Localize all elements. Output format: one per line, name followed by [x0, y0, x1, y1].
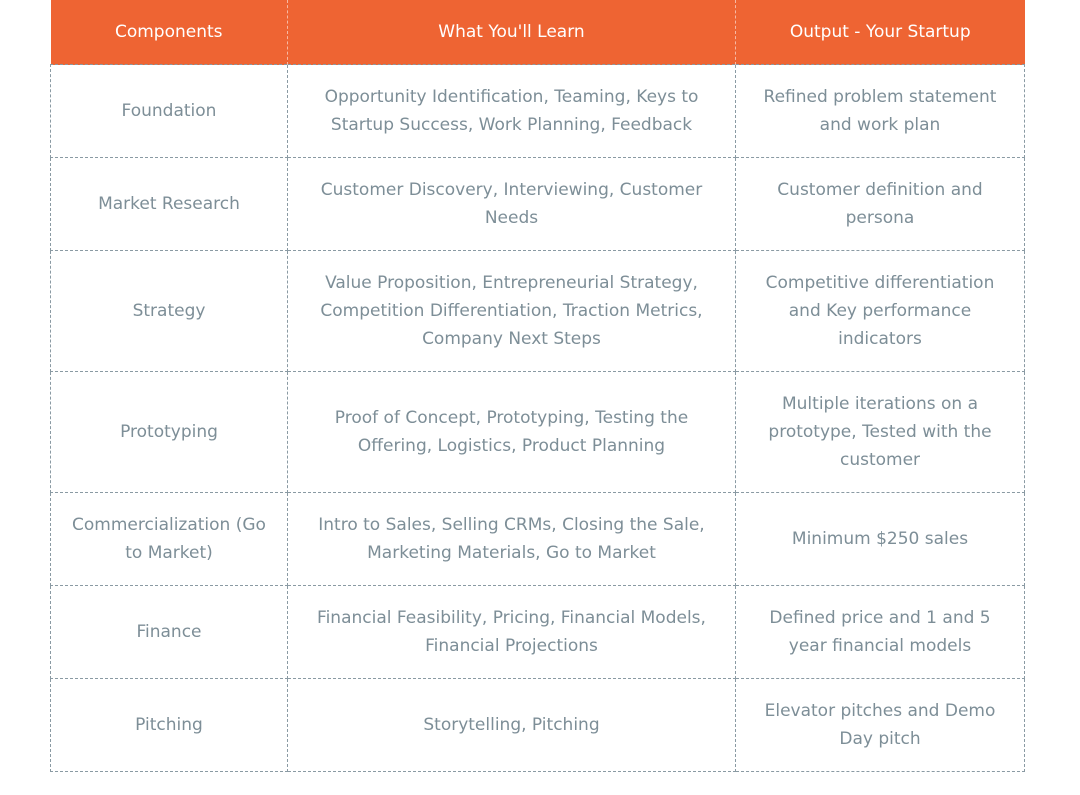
table-body	[51, 65, 1025, 772]
table-row	[51, 586, 1025, 679]
table-row	[51, 493, 1025, 586]
table-row	[51, 372, 1025, 493]
table-row	[51, 679, 1025, 772]
cell-learn: Financial Feasibility, Pricing, Financial Models, Financial Projections	[288, 586, 736, 679]
cell-learn: Proof of Concept, Prototyping, Testing the Offering, Logistics, Product Planning	[288, 372, 736, 493]
cell-output: Customer definition and persona	[736, 158, 1025, 251]
cell-component: Commercialization (Go to Market)	[51, 493, 288, 586]
header-components: Components	[51, 0, 288, 65]
cell-component: Market Research	[51, 158, 288, 251]
cell-output: Elevator pitches and Demo Day pitch	[736, 679, 1025, 772]
cell-output: Refined problem statement and work plan	[736, 65, 1025, 158]
cell-output: Defined price and 1 and 5 year financial models	[736, 586, 1025, 679]
curriculum-table-container	[50, 0, 1024, 772]
cell-learn: Customer Discovery, Interviewing, Customer Needs	[288, 158, 736, 251]
cell-learn: Value Proposition, Entrepreneurial Strategy, Competition Differentiation, Traction Metrics, Company Next Steps	[288, 251, 736, 372]
cell-learn: Intro to Sales, Selling CRMs, Closing the Sale, Marketing Materials, Go to Market	[288, 493, 736, 586]
cell-learn: Opportunity Identification, Teaming, Keys to Startup Success, Work Planning, Feedback	[288, 65, 736, 158]
cell-component: Pitching	[51, 679, 288, 772]
table-row	[51, 251, 1025, 372]
cell-component: Prototyping	[51, 372, 288, 493]
table-row	[51, 65, 1025, 158]
header-row	[51, 0, 1025, 65]
cell-component: Finance	[51, 586, 288, 679]
header-what-you-learn: What You'll Learn	[288, 0, 736, 65]
cell-learn: Storytelling, Pitching	[288, 679, 736, 772]
cell-output: Minimum $250 sales	[736, 493, 1025, 586]
cell-output: Competitive differentiation and Key performance indicators	[736, 251, 1025, 372]
table-row	[51, 158, 1025, 251]
table-header	[51, 0, 1025, 65]
curriculum-table	[50, 0, 1025, 772]
cell-component: Strategy	[51, 251, 288, 372]
cell-component: Foundation	[51, 65, 288, 158]
cell-output: Multiple iterations on a prototype, Tested with the customer	[736, 372, 1025, 493]
header-output: Output - Your Startup	[736, 0, 1025, 65]
